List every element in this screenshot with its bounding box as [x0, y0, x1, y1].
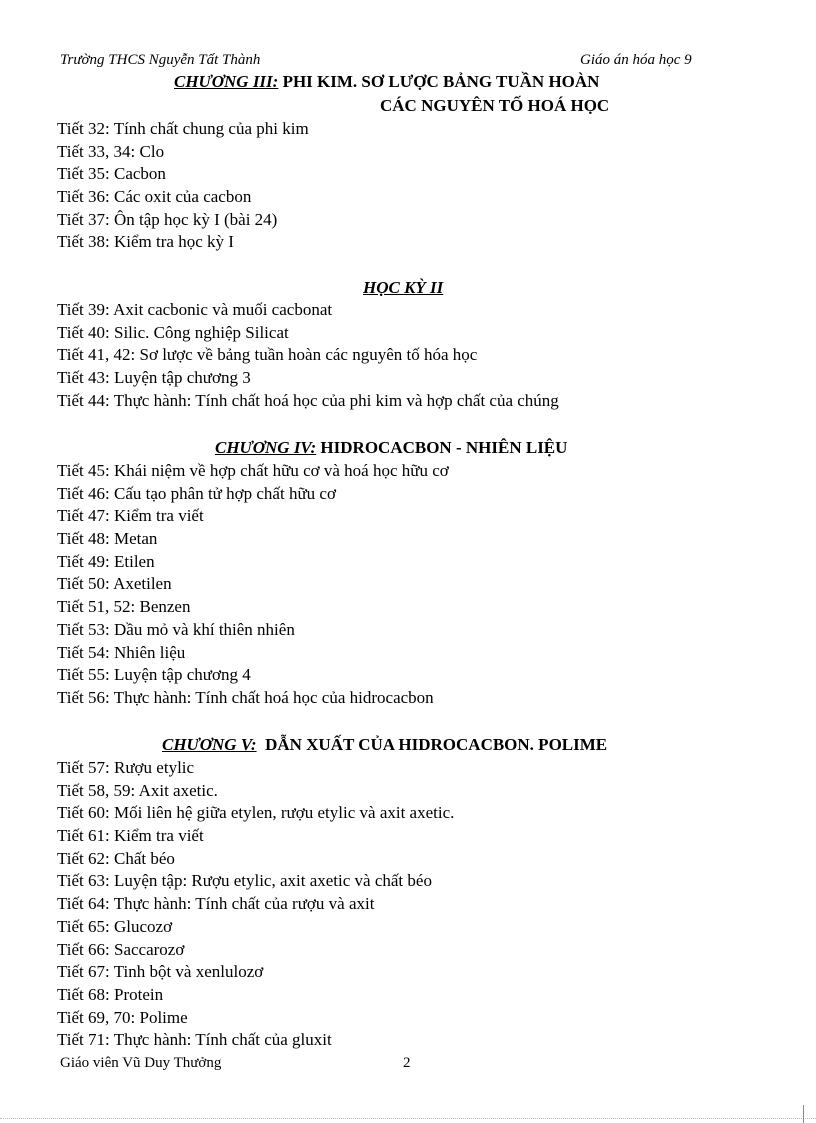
- chapter-5-lead: CHƯƠNG V:: [162, 735, 257, 754]
- chapter-3-lead: CHƯƠNG III:: [174, 72, 279, 91]
- semester-2-heading: HỌC KỲ II: [363, 278, 444, 297]
- page-number: 2: [403, 1055, 411, 1071]
- lesson-item: Tiết 67: Tinh bột và xenlulozơ: [57, 962, 264, 982]
- lesson-item: Tiết 40: Silic. Công nghiệp Silicat: [57, 322, 289, 342]
- lesson-item: Tiết 63: Luyện tập: Rượu etylic, axit axetic và chất béo: [57, 871, 432, 891]
- lesson-item: Tiết 71: Thực hành: Tính chất của gluxit: [57, 1030, 332, 1050]
- lesson-item: Tiết 49: Etilen: [57, 551, 155, 571]
- lesson-item: Tiết 64: Thực hành: Tính chất của rượu và axit: [57, 894, 375, 914]
- chapter-4-heading: [215, 438, 567, 458]
- lesson-item: Tiết 44: Thực hành: Tính chất hoá học của phi kim và hợp chất của chúng: [57, 390, 559, 410]
- lesson-item: Tiết 69, 70: Polime: [57, 1007, 188, 1027]
- lesson-item: Tiết 46: Cấu tạo phân tử hợp chất hữu cơ: [57, 483, 336, 503]
- chapter-3-title: PHI KIM. SƠ LƯỢC BẢNG TUẦN HOÀN: [278, 72, 600, 91]
- chapter-3-heading: [174, 72, 599, 92]
- lesson-item: Tiết 66: Saccarozơ: [57, 939, 185, 959]
- lesson-item: Tiết 36: Các oxit của cacbon: [57, 187, 252, 207]
- chapter-5-title: DẪN XUẤT CỦA HIDROCACBON. POLIME: [256, 735, 608, 754]
- lesson-item: Tiết 45: Khái niệm về hợp chất hữu cơ và hoá học hữu cơ: [57, 461, 449, 480]
- lesson-item: Tiết 56: Thực hành: Tính chất hoá học của hidrocacbon: [57, 687, 434, 707]
- semester-2-lesson-list: [57, 299, 559, 412]
- lesson-item: Tiết 57: Rượu etylic: [57, 758, 195, 777]
- lesson-item: Tiết 32: Tính chất chung của phi kim: [57, 119, 309, 138]
- lesson-item: Tiết 50: Axetilen: [57, 574, 172, 594]
- chapter-5-lesson-list: [57, 757, 454, 1052]
- lesson-item: Tiết 43: Luyện tập chương 3: [57, 368, 251, 388]
- lesson-item: Tiết 33, 34: Clo: [57, 141, 165, 161]
- lesson-item: Tiết 35: Cacbon: [57, 164, 166, 184]
- chapter-4-title: HIDROCACBON - NHIÊN LIỆU: [316, 438, 568, 457]
- lesson-item: Tiết 38: Kiểm tra học kỳ I: [57, 232, 234, 252]
- chapter-3-title-line2: CÁC NGUYÊN TỐ HOÁ HỌC: [380, 96, 610, 115]
- lesson-item: Tiết 60: Mối liên hệ giữa etylen, rượu etylic và axit axetic.: [57, 803, 455, 823]
- lesson-item: Tiết 61: Kiểm tra viết: [57, 826, 204, 846]
- lesson-item: Tiết 47: Kiểm tra viết: [57, 506, 204, 526]
- lesson-item: Tiết 37: Ôn tập học kỳ I (bài 24): [57, 209, 278, 229]
- lesson-item: Tiết 41, 42: Sơ lược về bảng tuần hoàn các nguyên tố hóa học: [57, 345, 478, 365]
- lesson-item: Tiết 48: Metan: [57, 529, 158, 549]
- chapter-4-lead: CHƯƠNG IV:: [215, 438, 317, 457]
- lesson-item: Tiết 55: Luyện tập chương 4: [57, 665, 251, 685]
- lesson-item: Tiết 54: Nhiên liệu: [57, 642, 186, 662]
- lesson-item: Tiết 53: Dầu mỏ và khí thiên nhiên: [57, 619, 295, 639]
- header-school: Trường THCS Nguyễn Tất Thành: [60, 52, 261, 68]
- lesson-item: Tiết 68: Protein: [57, 984, 164, 1004]
- chapter-4-lesson-list: [57, 460, 449, 710]
- chapter-3-lesson-list: [57, 118, 309, 254]
- lesson-item: Tiết 51, 52: Benzen: [57, 597, 191, 617]
- lesson-item: Tiết 65: Glucozơ: [57, 916, 173, 936]
- lesson-item: Tiết 58, 59: Axit axetic.: [57, 780, 218, 800]
- lesson-item: Tiết 62: Chất béo: [57, 848, 175, 868]
- header-subject: Giáo án hóa học 9: [580, 52, 692, 68]
- chapter-5-heading: [162, 735, 607, 755]
- page-corner-mark: [803, 1105, 804, 1123]
- lesson-item: Tiết 39: Axit cacbonic và muối cacbonat: [57, 300, 333, 319]
- footer-teacher: Giáo viên Vũ Duy Thưởng: [60, 1055, 222, 1071]
- page-bottom-divider: [0, 1118, 816, 1119]
